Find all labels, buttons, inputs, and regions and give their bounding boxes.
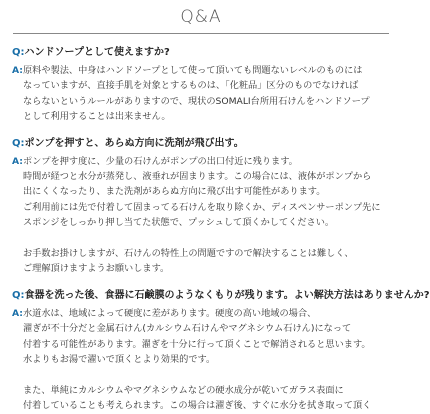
answer-line: お手数お掛けしますが、石けんの特性上の問題ですので解決することは難しく、 — [22, 248, 354, 260]
question-prefix: Q: — [12, 47, 25, 58]
faq-question — [12, 46, 390, 60]
answer-line: 時間が経つと水分が蒸発し、液垂れが固まります。この場合には、液体がポンプから — [22, 171, 372, 183]
answer-line: ご理解頂けますようお願いします。 — [22, 263, 170, 275]
page-title: Q&A — [180, 7, 222, 27]
answer-spacer — [23, 231, 390, 246]
answer-line: 水よりもお湯で濯いで頂くとより効果的です。 — [22, 354, 216, 366]
answer-line: ポンプを押す度に、少量の石けんがポンプの出口付近に残ります。 — [22, 155, 298, 167]
answer-line: また、単純にカルシウムやマグネシウムなどの硬水成分が乾いてガラス表面に — [22, 384, 344, 396]
answer-line: として利用することは出来ません。 — [22, 111, 171, 123]
title-divider — [13, 33, 389, 34]
answer-spacer — [23, 367, 390, 382]
faq-question — [12, 289, 430, 303]
answer-line: 付着する可能性があります。濯ぎを十分に行って頂くことで解消されると思います。 — [22, 338, 371, 350]
answer-line: なっていますが、直接手肌を対象とするものは、「化粧品」区分のものでなければ — [22, 80, 359, 92]
faq-answer — [12, 306, 390, 414]
question-prefix: Q: — [12, 137, 25, 149]
faq-answer — [12, 63, 390, 125]
faq-item-handsoap — [12, 46, 390, 125]
question-text: ハンドソープとして使えますか? — [24, 47, 170, 58]
faq-question — [12, 137, 390, 151]
answer-line: 濯ぎが不十分だと金属石けん(カルシウム石けんやマグネシウム石けん)になって — [22, 323, 352, 335]
answer-line: ご利用前には先で付着して固まってる石けんを取り除くか、ディスペンサーポンプ先に — [22, 201, 381, 213]
answer-line: 付着していることも考えられます。この場合は濯ぎ後、すぐに水分を拭き取って頂く — [22, 400, 372, 412]
question-text: 食器を洗った後、食器に石鹸膜のようなくもりが残ります。よい解決方法はありませんか? — [24, 289, 430, 301]
answer-line: スポンジをしっかり押し当てた状態で、プッシュして頂くかしてください。 — [22, 217, 335, 229]
question-text: ポンプを押すと、あらぬ方向に洗剤が飛び出す。 — [24, 137, 244, 149]
answer-prefix: A: — [12, 307, 23, 319]
faq-item-cloudiness — [12, 289, 430, 414]
answer-line: 出にくくなったり、また洗剤があらぬ方向に飛び出す可能性があります。 — [22, 186, 326, 198]
answer-line: 水道水は、地域によって硬度に差があります。硬度の高い地域の場合、 — [22, 307, 317, 319]
answer-line: 原料や製法、中身はハンドソープとして使って頂いても問題ないレベルのものには — [22, 65, 363, 76]
answer-line: ならないというルールがありますので、現状のSOMALI台所用石けんをハンドソープ — [22, 95, 370, 107]
faq-item-pump — [12, 137, 390, 277]
answer-prefix: A: — [12, 155, 23, 167]
answer-prefix: A: — [12, 65, 23, 76]
question-prefix: Q: — [12, 289, 25, 301]
faq-answer — [12, 154, 390, 277]
